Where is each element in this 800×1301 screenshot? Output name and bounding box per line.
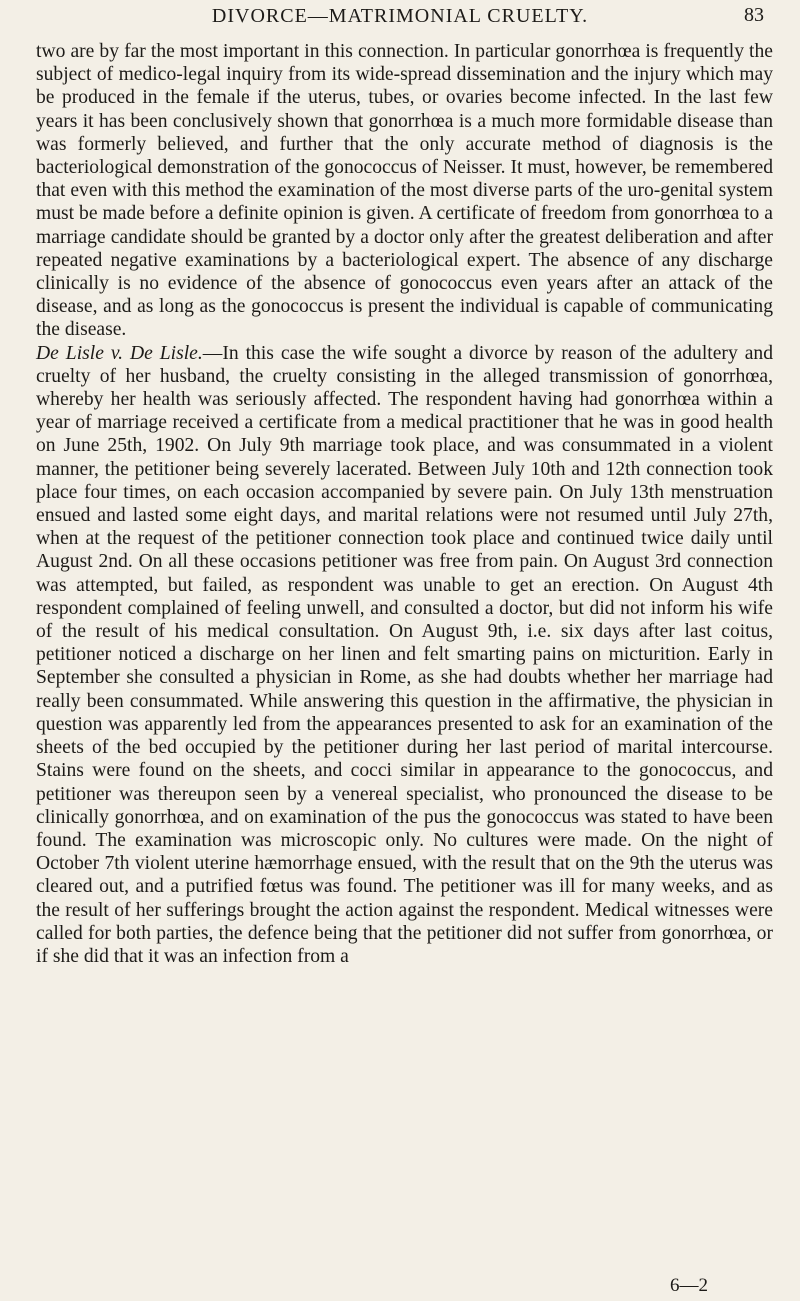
running-header-title: DIVORCE—MATRIMONIAL CRUELTY.	[211, 5, 589, 27]
paragraph-gonorrhoea-intro: two are by far the most important in this connection. In particular gonorrhœa is frequently the subject of medico-legal inquiry from its wide-spread dissemination and the injury which may be produced in the female if the uterus, tubes, or ovaries become infected. In the last few years it has been conclusively shown that gonorrhœa is a much more formidable disease than was formerly believed, and further that the only accurate method of diagnosis is the bacteriological demonstration of the gonococcus of Neisser. It must, however, be remembered that even with this method the examination of the most diverse parts of the uro-genital system must be made before a definite opinion is given. A certificate of freedom from gonorrhœa to a marriage candidate should be granted by a doctor only after the greatest deliberation and after repeated negative examinations by a bacteriological expert. The absence of any discharge clinically is no evidence of the absence of gonococcus even years after an attack of the disease, and as long as the gonococcus is present the individual is capable of communicating the disease.	[36, 41, 774, 341]
paragraph-case-report	[36, 342, 773, 968]
case-report-text: —In this case the wife sought a divorce by reason of the adultery and cruelty of her husband, the cruelty consisting in the alleged transmission of gonorrhœa, whereby her health was seriously affected. The respondent having had gonorrhœa within a year of marriage received a certificate from a medical practitioner that he was in good health on June 25th, 1902. On July 9th marriage took place, and was consummated in a violent manner, the petitioner being severely lacerated. Between July 10th and 12th connection took place four times, on each occasion accompanied by severe pain. On July 13th menstruation ensued and lasted some eight days, and marital relations were not resumed until July 27th, when at the request of the petitioner connection took place and continued twice daily until August 2nd. On all these occasions petitioner was free from pain. On August 3rd connection was attempted, but failed, as respondent was unable to get an erection. On August 4th respondent complained of feeling unwell, and consulted a doctor, but did not inform his wife of the result of his medical consultation. On August 9th, i.e. six days after last coitus, petitioner noticed a discharge on her linen and felt smarting pains on micturition. Early in September she consulted a physician in Rome, as she had doubts whether her marriage had really been consummated. While answering this question in the affirmative, the physician in question was apparently led from the appearances presented to ask for an examination of the sheets of the bed occupied by the petitioner during her last period of marital intercourse. Stains were found on the sheets, and cocci similar in appearance to the gonococcus, and petitioner was thereupon seen by a venereal specialist, who pronounced the disease to be clinically gonorrhœa, and on examination of the pus the gonococcus was stated to have been found. The examination was microscopic only. No cultures were made. On the night of October 7th violent uterine hæmorrhage ensued, with the result that on the 9th the uterus was cleared out, and a putrified fœtus was found. The petitioner was ill for many weeks, and as the result of her sufferings brought the action against the respondent. Medical witnesses were called for both parties, the defence being that the petitioner did not suffer from gonorrhœa, or if she did that it was an infection from a	[36, 342, 773, 967]
case-name: De Lisle v. De Lisle.	[36, 342, 203, 364]
body-text	[36, 40, 773, 968]
printer-signature-mark: 6—2	[670, 1275, 708, 1296]
page-number: 83	[744, 4, 764, 26]
